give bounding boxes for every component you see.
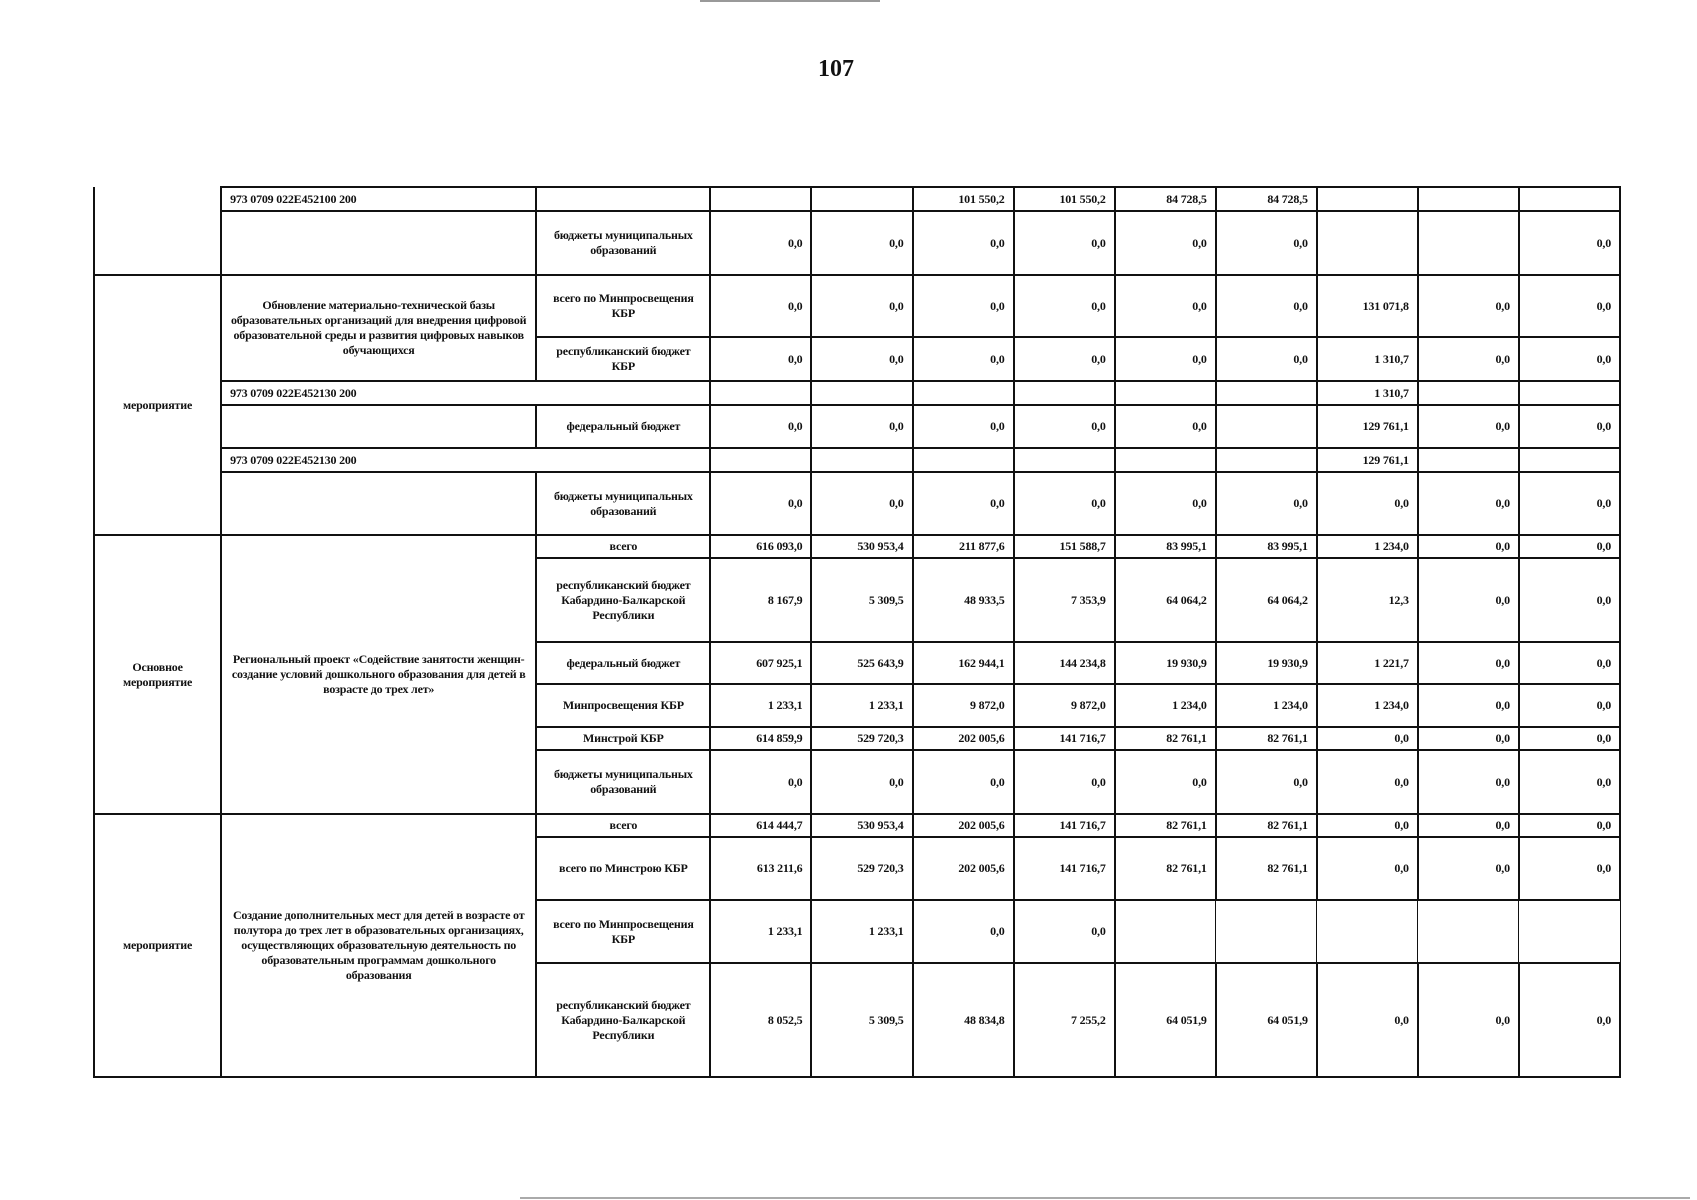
value-cell — [1216, 900, 1317, 963]
value-cell: 129 761,1 — [1317, 405, 1418, 448]
value-cell — [1519, 187, 1620, 211]
value-cell: 0,0 — [1418, 963, 1519, 1077]
value-cell: 0,0 — [1317, 963, 1418, 1077]
value-cell: 84 728,5 — [1216, 187, 1317, 211]
value-cell: 0,0 — [1418, 558, 1519, 642]
value-cell — [1519, 448, 1620, 472]
table-row — [94, 448, 1620, 472]
value-cell — [1317, 187, 1418, 211]
measure-cell — [221, 472, 536, 535]
level-cell: мероприятие — [94, 814, 221, 1077]
value-cell — [1317, 211, 1418, 275]
value-cell: 0,0 — [710, 405, 811, 448]
value-cell — [1014, 448, 1115, 472]
value-cell: 0,0 — [1519, 211, 1620, 275]
value-cell: 0,0 — [1115, 472, 1216, 535]
value-cell: 8 167,9 — [710, 558, 811, 642]
value-cell — [710, 448, 811, 472]
source-cell: бюджеты муниципальных образований — [536, 750, 710, 814]
value-cell: 0,0 — [710, 472, 811, 535]
value-cell: 0,0 — [913, 211, 1014, 275]
value-cell — [1519, 381, 1620, 405]
value-cell: 211 877,6 — [913, 535, 1014, 558]
value-cell: 82 761,1 — [1115, 837, 1216, 900]
value-cell: 0,0 — [1519, 558, 1620, 642]
value-cell — [1317, 900, 1418, 963]
value-cell: 82 761,1 — [1115, 727, 1216, 750]
source-cell: всего по Минпросвещения КБР — [536, 275, 710, 337]
value-cell: 5 309,5 — [811, 963, 912, 1077]
value-cell: 7 353,9 — [1014, 558, 1115, 642]
value-cell: 141 716,7 — [1014, 727, 1115, 750]
value-cell — [811, 448, 912, 472]
value-cell — [1216, 448, 1317, 472]
source-cell: бюджеты муниципальных образований — [536, 472, 710, 535]
value-cell: 131 071,8 — [1317, 275, 1418, 337]
value-cell: 0,0 — [1418, 727, 1519, 750]
value-cell: 0,0 — [1519, 275, 1620, 337]
value-cell: 0,0 — [1418, 684, 1519, 727]
value-cell: 0,0 — [1317, 814, 1418, 837]
value-cell: 0,0 — [1014, 750, 1115, 814]
source-cell: республиканский бюджет Кабардино-Балкарской Республики — [536, 963, 710, 1077]
value-cell: 0,0 — [1418, 275, 1519, 337]
value-cell: 0,0 — [1519, 727, 1620, 750]
value-cell: 0,0 — [1519, 814, 1620, 837]
value-cell: 529 720,3 — [811, 727, 912, 750]
source-cell: всего — [536, 814, 710, 837]
value-cell: 0,0 — [1519, 750, 1620, 814]
value-cell: 8 052,5 — [710, 963, 811, 1077]
value-cell: 1 310,7 — [1317, 381, 1418, 405]
table-row — [94, 275, 1620, 337]
value-cell: 64 064,2 — [1115, 558, 1216, 642]
source-cell: федеральный бюджет — [536, 405, 710, 448]
value-cell: 7 255,2 — [1014, 963, 1115, 1077]
value-cell: 64 051,9 — [1115, 963, 1216, 1077]
value-cell: 0,0 — [1519, 337, 1620, 381]
value-cell: 0,0 — [1418, 405, 1519, 448]
value-cell: 19 930,9 — [1216, 642, 1317, 684]
value-cell: 0,0 — [1519, 472, 1620, 535]
value-cell: 1 234,0 — [1216, 684, 1317, 727]
value-cell — [1216, 381, 1317, 405]
value-cell: 0,0 — [1317, 750, 1418, 814]
source-cell: бюджеты муниципальных образований — [536, 211, 710, 275]
value-cell: 1 234,0 — [1317, 684, 1418, 727]
value-cell: 0,0 — [1317, 837, 1418, 900]
measure-cell — [221, 405, 536, 448]
budget-code-cell: 973 0709 022E452130 200 — [221, 381, 710, 405]
value-cell — [811, 381, 912, 405]
value-cell: 0,0 — [913, 900, 1014, 963]
measure-cell: Региональный проект «Содействие занятости женщин-создание условий дошкольного образования для детей в возрасте до трех лет» — [221, 535, 536, 814]
measure-cell — [221, 211, 536, 275]
value-cell — [1418, 448, 1519, 472]
table-row — [94, 535, 1620, 558]
value-cell: 0,0 — [710, 337, 811, 381]
source-cell: всего по Минпросвещения КБР — [536, 900, 710, 963]
source-cell: Минпросвещения КБР — [536, 684, 710, 727]
value-cell: 12,3 — [1317, 558, 1418, 642]
value-cell: 0,0 — [811, 337, 912, 381]
value-cell: 0,0 — [1519, 535, 1620, 558]
value-cell: 0,0 — [811, 750, 912, 814]
level-cell — [94, 187, 221, 275]
value-cell: 1 221,7 — [1317, 642, 1418, 684]
value-cell: 0,0 — [1418, 750, 1519, 814]
value-cell: 613 211,6 — [710, 837, 811, 900]
value-cell: 0,0 — [1216, 750, 1317, 814]
value-cell: 0,0 — [913, 337, 1014, 381]
value-cell: 0,0 — [1216, 337, 1317, 381]
source-cell: Минстрой КБР — [536, 727, 710, 750]
table-row — [94, 814, 1620, 837]
value-cell: 607 925,1 — [710, 642, 811, 684]
value-cell: 129 761,1 — [1317, 448, 1418, 472]
value-cell: 64 051,9 — [1216, 963, 1317, 1077]
value-cell: 0,0 — [811, 275, 912, 337]
source-cell — [536, 187, 710, 211]
value-cell: 0,0 — [1519, 642, 1620, 684]
value-cell: 9 872,0 — [1014, 684, 1115, 727]
value-cell: 0,0 — [913, 472, 1014, 535]
value-cell: 1 233,1 — [710, 900, 811, 963]
value-cell: 1 233,1 — [811, 900, 912, 963]
value-cell: 0,0 — [1014, 211, 1115, 275]
value-cell: 0,0 — [811, 405, 912, 448]
scan-artifact-top — [700, 0, 880, 2]
budget-code-cell: 973 0709 022E452130 200 — [221, 448, 710, 472]
value-cell: 83 995,1 — [1216, 535, 1317, 558]
value-cell: 202 005,6 — [913, 814, 1014, 837]
value-cell: 48 933,5 — [913, 558, 1014, 642]
value-cell: 0,0 — [710, 211, 811, 275]
value-cell: 0,0 — [1418, 337, 1519, 381]
value-cell: 0,0 — [1418, 472, 1519, 535]
value-cell: 162 944,1 — [913, 642, 1014, 684]
value-cell: 0,0 — [1014, 405, 1115, 448]
level-cell: Основное мероприятие — [94, 535, 221, 814]
value-cell: 0,0 — [1317, 472, 1418, 535]
value-cell: 0,0 — [1115, 337, 1216, 381]
value-cell: 0,0 — [1216, 472, 1317, 535]
value-cell — [710, 381, 811, 405]
value-cell — [913, 381, 1014, 405]
source-cell: республиканский бюджет Кабардино-Балкарской Республики — [536, 558, 710, 642]
value-cell — [913, 448, 1014, 472]
value-cell: 0,0 — [1216, 275, 1317, 337]
value-cell: 0,0 — [1115, 275, 1216, 337]
source-cell: федеральный бюджет — [536, 642, 710, 684]
value-cell: 0,0 — [1519, 405, 1620, 448]
value-cell: 83 995,1 — [1115, 535, 1216, 558]
value-cell: 1 233,1 — [710, 684, 811, 727]
value-cell: 0,0 — [1115, 750, 1216, 814]
value-cell: 0,0 — [1418, 837, 1519, 900]
measure-cell: Обновление материально-технической базы образовательных организаций для внедрения цифровой образовательной среды и развития цифровых навыков обучающихся — [221, 275, 536, 381]
value-cell: 0,0 — [811, 472, 912, 535]
source-cell: республиканский бюджет КБР — [536, 337, 710, 381]
table-row — [94, 381, 1620, 405]
value-cell: 101 550,2 — [913, 187, 1014, 211]
value-cell — [1519, 900, 1620, 963]
value-cell: 0,0 — [1418, 535, 1519, 558]
value-cell: 64 064,2 — [1216, 558, 1317, 642]
value-cell — [1418, 187, 1519, 211]
value-cell: 9 872,0 — [913, 684, 1014, 727]
value-cell: 141 716,7 — [1014, 837, 1115, 900]
value-cell: 0,0 — [1014, 900, 1115, 963]
value-cell — [1014, 381, 1115, 405]
value-cell — [1115, 381, 1216, 405]
scan-artifact-bottom — [520, 1197, 1690, 1199]
value-cell — [1216, 405, 1317, 448]
value-cell: 0,0 — [710, 750, 811, 814]
value-cell: 1 233,1 — [811, 684, 912, 727]
source-cell: всего — [536, 535, 710, 558]
table-row — [94, 472, 1620, 535]
value-cell: 0,0 — [1115, 211, 1216, 275]
table-row — [94, 405, 1620, 448]
value-cell: 1 234,0 — [1115, 684, 1216, 727]
value-cell: 614 444,7 — [710, 814, 811, 837]
value-cell: 0,0 — [1014, 275, 1115, 337]
value-cell: 0,0 — [1115, 405, 1216, 448]
value-cell: 0,0 — [1418, 642, 1519, 684]
value-cell: 0,0 — [1216, 211, 1317, 275]
value-cell: 0,0 — [710, 275, 811, 337]
value-cell: 0,0 — [1014, 472, 1115, 535]
value-cell: 19 930,9 — [1115, 642, 1216, 684]
table-row — [94, 187, 1620, 211]
source-cell: всего по Минстрою КБР — [536, 837, 710, 900]
value-cell — [710, 187, 811, 211]
value-cell — [811, 187, 912, 211]
value-cell — [1418, 381, 1519, 405]
value-cell — [1115, 900, 1216, 963]
value-cell: 202 005,6 — [913, 727, 1014, 750]
value-cell: 1 234,0 — [1317, 535, 1418, 558]
table-row — [94, 211, 1620, 275]
value-cell: 0,0 — [1519, 963, 1620, 1077]
value-cell: 616 093,0 — [710, 535, 811, 558]
value-cell: 525 643,9 — [811, 642, 912, 684]
value-cell: 82 761,1 — [1216, 837, 1317, 900]
value-cell: 48 834,8 — [913, 963, 1014, 1077]
value-cell: 144 234,8 — [1014, 642, 1115, 684]
value-cell: 0,0 — [1317, 727, 1418, 750]
value-cell: 82 761,1 — [1115, 814, 1216, 837]
value-cell: 0,0 — [913, 750, 1014, 814]
value-cell: 82 761,1 — [1216, 814, 1317, 837]
value-cell: 84 728,5 — [1115, 187, 1216, 211]
value-cell: 530 953,4 — [811, 535, 912, 558]
value-cell — [1418, 211, 1519, 275]
value-cell: 101 550,2 — [1014, 187, 1115, 211]
value-cell: 202 005,6 — [913, 837, 1014, 900]
value-cell: 0,0 — [1418, 814, 1519, 837]
value-cell: 0,0 — [811, 211, 912, 275]
value-cell: 141 716,7 — [1014, 814, 1115, 837]
value-cell: 0,0 — [913, 405, 1014, 448]
budget-code-cell: 973 0709 022E452100 200 — [221, 187, 536, 211]
value-cell: 0,0 — [913, 275, 1014, 337]
level-cell: мероприятие — [94, 275, 221, 535]
measure-cell: Создание дополнительных мест для детей в возрасте от полутора до трех лет в образовательных организациях, осуществляющих образовательную деятельность по образовательным программам дошкольного образования — [221, 814, 536, 1077]
value-cell — [1115, 448, 1216, 472]
value-cell: 614 859,9 — [710, 727, 811, 750]
value-cell: 0,0 — [1519, 684, 1620, 727]
value-cell — [1418, 900, 1519, 963]
value-cell: 530 953,4 — [811, 814, 912, 837]
value-cell: 529 720,3 — [811, 837, 912, 900]
value-cell: 151 588,7 — [1014, 535, 1115, 558]
page-number: 107 — [818, 56, 854, 82]
value-cell: 0,0 — [1014, 337, 1115, 381]
budget-table — [93, 186, 1621, 1078]
value-cell: 1 310,7 — [1317, 337, 1418, 381]
value-cell: 0,0 — [1519, 837, 1620, 900]
value-cell: 82 761,1 — [1216, 727, 1317, 750]
value-cell: 5 309,5 — [811, 558, 912, 642]
